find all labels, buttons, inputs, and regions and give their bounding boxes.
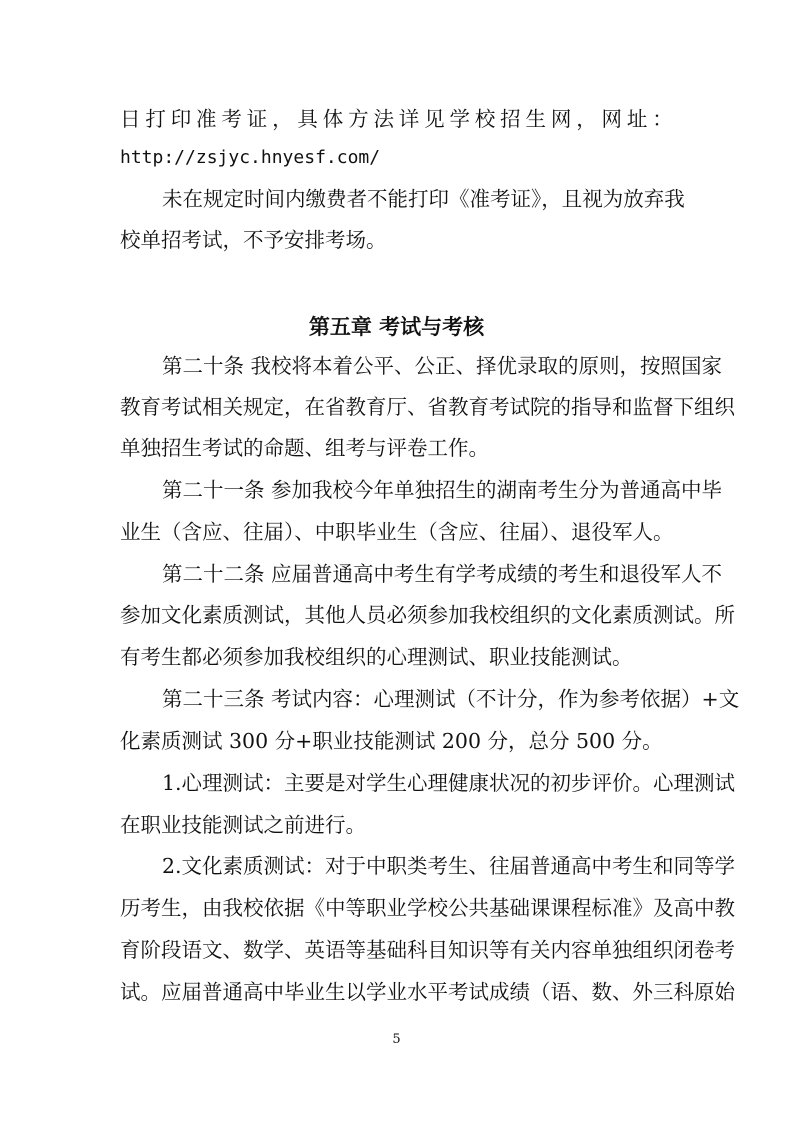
paragraph-line: 化素质测试 300 分+职业技能测试 200 分，总分 500 分。 — [120, 729, 663, 753]
chapter-heading: 第五章 考试与考核 — [308, 314, 485, 339]
justified-character: 证 — [246, 107, 268, 131]
justified-character: 址 — [626, 107, 648, 131]
paragraph-line: 试。应届普通高中毕业生以学业水平考试成绩（语、数、外三科原始 — [120, 980, 735, 1004]
justified-character: 见 — [424, 107, 445, 131]
paragraph-line: 2.文化素质测试：对于中职类考生、往届普通高中考生和同等学 — [162, 854, 736, 878]
justified-character: 具 — [297, 107, 318, 131]
justified-character: 印 — [170, 107, 192, 131]
justified-character: 详 — [398, 107, 420, 131]
justified-character: 体 — [322, 107, 344, 131]
justified-character: ： — [652, 107, 673, 131]
url-line: http://zsjyc.hnyesf.com/ — [120, 147, 381, 168]
justified-character: 方 — [348, 107, 369, 131]
justified-character: 网 — [550, 107, 572, 131]
justified-character: 网 — [601, 107, 623, 131]
justified-character: 考 — [221, 107, 242, 131]
paragraph-line: 第二十一条 参加我校今年单独招生的湖南考生分为普通高中毕 — [162, 478, 723, 502]
paragraph-line: 未在规定时间内缴费者不能打印《准考证》，且视为放弃我 — [162, 187, 685, 211]
paragraph-line: 业生（含应、往届）、中职毕业生（含应、往届）、退役军人。 — [120, 520, 674, 544]
paragraph-line: 校单招考试，不予安排考场。 — [120, 228, 387, 252]
justified-character: 生 — [525, 107, 546, 131]
paragraph-line: 在职业技能测试之前进行。 — [120, 813, 366, 837]
justified-character: ， — [576, 107, 597, 131]
paragraph-line: 参加文化素质测试，其他人员必须参加我校组织的文化素质测试。所 — [120, 603, 735, 627]
justified-character: 日 — [120, 107, 141, 131]
justified-character: 准 — [196, 107, 217, 131]
paragraph-line: 育阶段语文、数学、英语等基础科目知识等有关内容单独组织闭卷考 — [120, 938, 735, 962]
justified-character: 校 — [474, 107, 496, 131]
paragraph-line: 第二十条 我校将本着公平、公正、择优录取的原则，按照国家 — [162, 354, 723, 378]
justified-character: ， — [272, 107, 293, 131]
page-number: 5 — [392, 1032, 401, 1047]
paragraph-line: 历考生，由我校依据《中等职业学校公共基础课课程标准》及高中教 — [120, 896, 735, 920]
paragraph-line: 教育考试相关规定，在省教育厅、省教育考试院的指导和监督下组织 — [120, 395, 735, 419]
justified-character: 招 — [500, 107, 521, 131]
paragraph-line: 单独招生考试的命题、组考与评卷工作。 — [120, 436, 489, 460]
justified-character: 学 — [449, 107, 470, 131]
paragraph-line: 有考生都必须参加我校组织的心理测试、职业技能测试。 — [120, 645, 633, 669]
text-line-justified — [120, 104, 673, 134]
paragraph-line: 第二十三条 考试内容：心理测试（不计分，作为参考依据）+文 — [162, 687, 740, 711]
paragraph-line: 第二十二条 应届普通高中考生有学考成绩的考生和退役军人不 — [162, 562, 723, 586]
justified-character: 法 — [373, 107, 394, 131]
paragraph-line: 1.心理测试：主要是对学生心理健康状况的初步评价。心理测试 — [162, 771, 736, 795]
justified-character: 打 — [145, 107, 166, 131]
